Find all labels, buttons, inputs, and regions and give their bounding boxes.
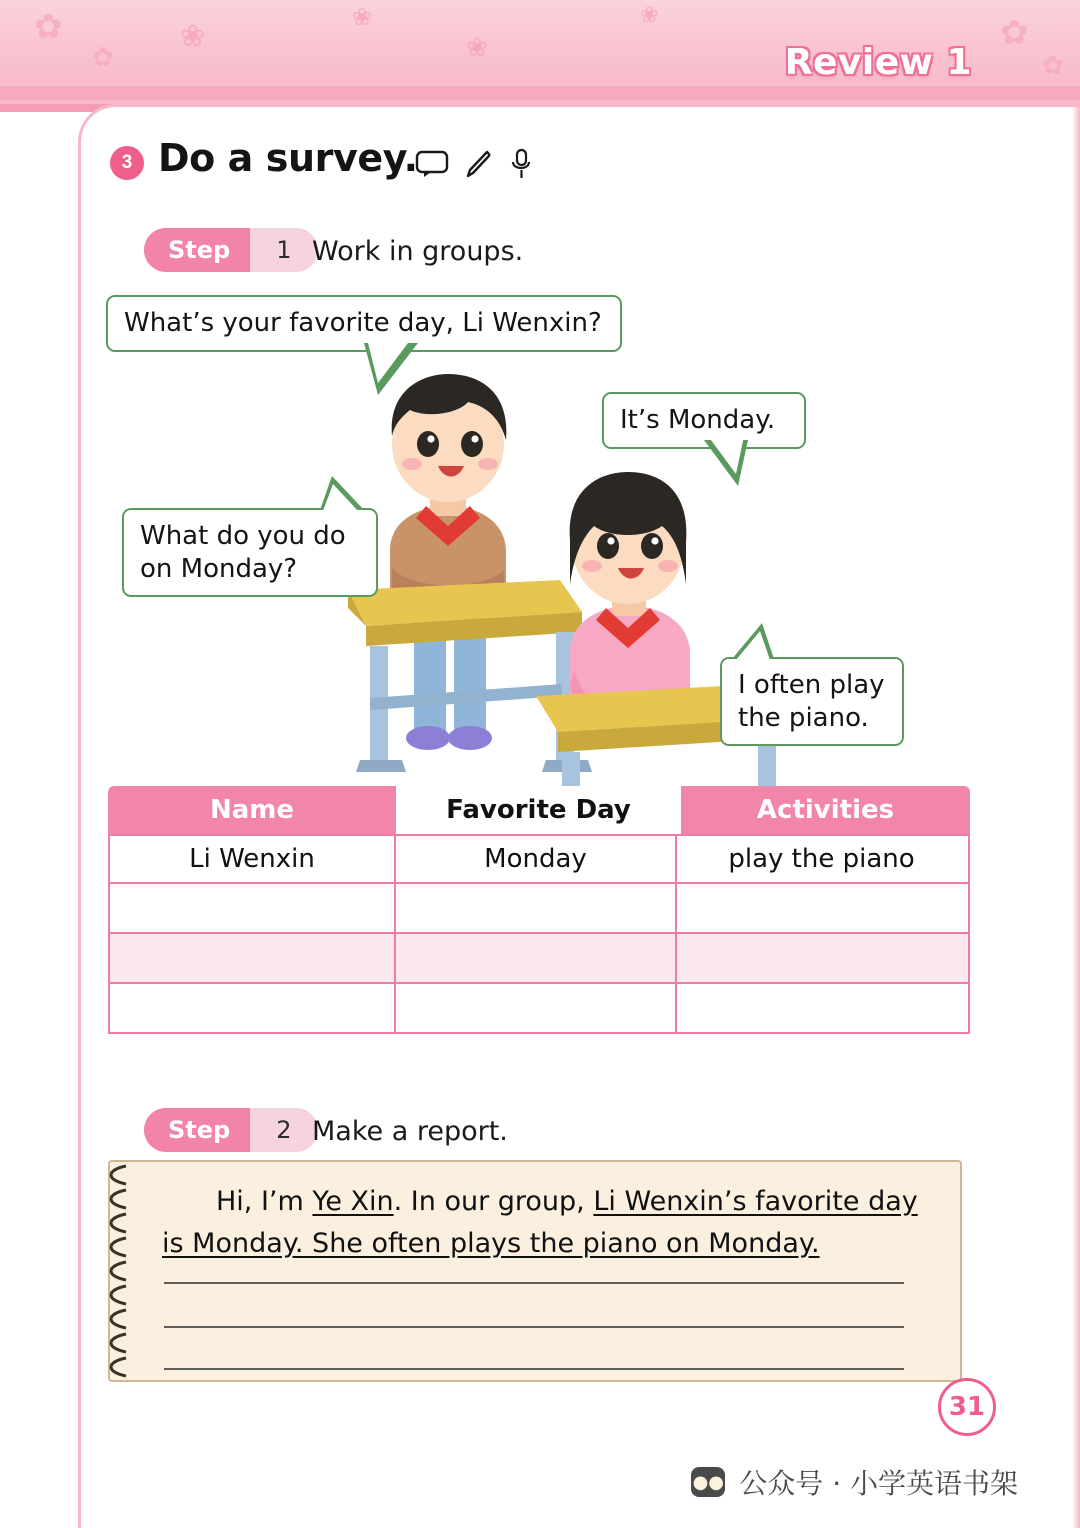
step-1-word: Step [144,228,250,272]
bubble-tail-inner [708,436,744,474]
report-blank-line[interactable] [164,1368,904,1370]
activity-title: Do a survey. [158,136,418,180]
speech-bubble-question-2 [122,508,378,597]
table-header-favorite-day: Favorite Day [396,786,681,834]
report-text-c: . In our group, [393,1186,594,1217]
bubble-text-line-1: I often play [738,670,885,700]
band-stripe [0,86,1080,100]
table-cell-favorite-day[interactable] [396,934,677,982]
table-row[interactable] [108,834,970,884]
page-right-edge [1072,104,1080,1528]
speech-bubble-answer-2 [720,657,904,746]
table-cell-name[interactable]: Li Wenxin [110,836,396,882]
report-blank-phrase: Li Wenxin’s favorite day [593,1186,918,1217]
butterfly-icon: ❀ [640,2,659,27]
bubble-tail-inner [367,339,411,383]
page-number: 31 [938,1378,996,1436]
table-cell-activities[interactable] [677,984,966,1032]
butterfly-icon: ❀ [352,4,373,31]
bubble-tail-inner [736,631,770,660]
review-title: Review 1 [784,42,972,83]
table-cell-name[interactable] [110,984,396,1032]
table-cell-favorite-day[interactable]: Monday [396,836,677,882]
bubble-text: It’s Monday. [620,405,776,435]
wechat-icon: ●● [691,1467,725,1497]
report-blank-sentence: is Monday. She often plays the piano on Monday. [162,1228,820,1259]
step-2-word: Step [144,1108,250,1152]
survey-table [108,786,970,1034]
table-cell-activities[interactable]: play the piano [728,844,915,874]
step-2-chip [144,1108,318,1152]
flower-icon: ✿ [1042,50,1064,80]
table-header-name: Name [108,786,396,834]
activity-icon-row [415,148,533,180]
pencil-icon [465,149,493,179]
table-cell-activities[interactable] [677,934,966,982]
butterfly-icon: ❀ [180,20,206,53]
bubble-text: What’s your favorite day, Li Wenxin? [124,308,602,338]
table-header-activities: Activities [681,786,970,834]
table-header-row [108,786,970,834]
table-row[interactable] [108,884,970,934]
report-text-line-2 [162,1228,820,1259]
table-cell-favorite-day[interactable] [396,884,677,932]
footer-watermark [691,1462,1018,1502]
bubble-tail-inner [323,484,358,511]
report-blank-name: Ye Xin [312,1186,394,1217]
flower-icon: ✿ [1000,14,1029,52]
butterfly-icon: ❀ [466,32,488,62]
flower-icon: ✿ [92,42,114,72]
report-blank-line[interactable] [164,1282,904,1284]
table-row[interactable] [108,984,970,1034]
bubble-text-line-2: the piano. [738,702,869,733]
speech-bubble-answer-1 [602,392,806,449]
flower-icon: ✿ [34,8,63,46]
speech-bubble-question-1 [106,295,622,352]
bubble-text-line-1: What do you do [140,521,346,551]
step-2-instruction: Make a report. [312,1116,508,1147]
bubble-text-line-2: on Monday? [140,553,298,584]
step-1-instruction: Work in groups. [312,236,524,267]
microphone-icon [509,148,533,180]
report-text-a: Hi, I’m [216,1186,313,1217]
step-1-chip [144,228,318,272]
table-cell-favorite-day[interactable] [396,984,677,1032]
activity-number-badge: 3 [110,146,144,180]
step-2-number: 2 [250,1108,317,1152]
step-1-number: 1 [250,228,317,272]
table-cell-name[interactable] [110,934,396,982]
report-blank-line[interactable] [164,1326,904,1328]
table-cell-name[interactable] [110,884,396,932]
watermark-text: 公众号 · 小学英语书架 [739,1467,1018,1500]
spiral-binding-icon [100,1160,134,1382]
report-text-line-1 [216,1186,918,1217]
table-cell-activities[interactable] [677,884,966,932]
table-row[interactable] [108,934,970,984]
speech-bubble-icon [415,150,449,178]
